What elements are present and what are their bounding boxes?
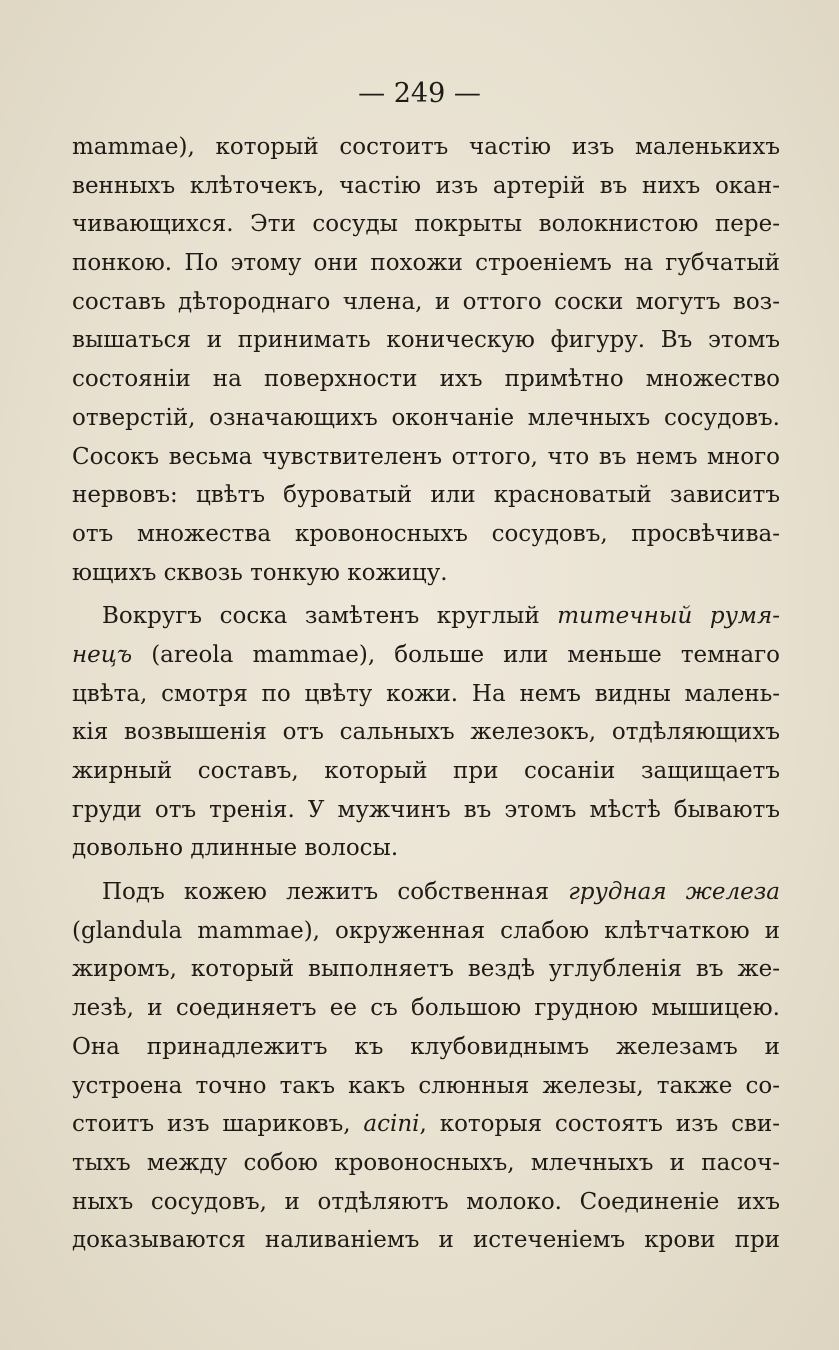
text-line [72, 167, 780, 206]
text-segment: (glandula mammae), окруженная слабою клѣтчаткою и [72, 917, 780, 944]
text-segment: Сосокъ весьма чувствителенъ оттого, что въ немъ много [72, 443, 780, 470]
text-segment: mammae), который состоитъ частію изъ маленькихъ [72, 134, 780, 160]
text-line [72, 1144, 780, 1183]
text-segment: стоитъ изъ шариковъ, [72, 1111, 364, 1138]
text-line [72, 128, 780, 167]
text-segment: венныхъ клѣточекъ, частію изъ артерій въ нихъ окан- [72, 172, 780, 199]
text-segment: ныхъ сосудовъ, и отдѣляютъ молоко. Соединеніе ихъ [72, 1188, 780, 1215]
text-line [72, 205, 780, 244]
text-segment: кія возвышенія отъ сальныхъ железокъ, отдѣляющихъ [72, 719, 780, 746]
text-line [72, 597, 780, 636]
text-line [72, 515, 780, 554]
text-segment: отверстій, означающихъ окончаніе млечныхъ сосудовъ. [72, 404, 780, 431]
text-segment: понкою. По этому они похожи строеніемъ на губчатый [72, 250, 780, 277]
text-line [72, 399, 780, 438]
italic-term: грудная железа [568, 879, 780, 906]
text-segment: вышаться и принимать коническую фигуру. Въ этомъ [72, 327, 780, 354]
text-segment: Она принадлежитъ къ клубовиднымъ железамъ и [72, 1033, 780, 1060]
text-segment: Подъ кожею лежитъ собственная [102, 879, 569, 906]
text-line [72, 554, 780, 593]
text-line [72, 283, 780, 322]
text-segment: тыхъ между собою кровоносныхъ, млечныхъ и пасоч- [72, 1149, 780, 1176]
text-line [72, 1067, 780, 1106]
text-line [72, 244, 780, 283]
text-segment: состояніи на поверхности ихъ примѣтно множество [72, 366, 780, 393]
text-segment: жиромъ, который выполняетъ вездѣ углубленія въ же- [72, 956, 780, 983]
text-line [72, 1105, 780, 1144]
text-line [72, 1221, 780, 1260]
text-line [72, 321, 780, 360]
text-segment: лезѣ, и соединяетъ ее съ большою грудною мышицею. [72, 995, 780, 1022]
italic-term: нецъ [72, 641, 133, 668]
text-line [72, 438, 780, 477]
text-segment: Вокругъ соска замѣтенъ круглый [102, 603, 558, 630]
text-segment: нервовъ: цвѣтъ буроватый или красноватый зависитъ [72, 482, 780, 509]
text-line [72, 1183, 780, 1222]
text-segment: ющихъ сквозь тонкую кожицу. [72, 559, 448, 586]
text-segment: довольно длинные волосы. [72, 835, 399, 862]
text-line [72, 713, 780, 752]
text-body [72, 128, 780, 1260]
text-line [72, 912, 780, 951]
text-segment: составъ дѣтороднаго члена, и оттого соски могутъ воз- [72, 288, 780, 315]
italic-term: титечный румя- [557, 603, 780, 630]
text-line [72, 752, 780, 791]
text-segment: чивающихся. Эти сосуды покрыты волокнистою пере- [72, 211, 780, 238]
text-line [72, 791, 780, 830]
text-line [72, 989, 780, 1028]
text-segment: доказываются наливаніемъ и истеченіемъ крови при [72, 1227, 780, 1254]
text-segment: , которыя состоятъ изъ сви- [419, 1111, 780, 1138]
text-segment: цвѣта, смотря по цвѣту кожи. На немъ видны малень- [72, 680, 780, 707]
text-segment: отъ множества кровоносныхъ сосудовъ, просвѣчива- [72, 520, 780, 547]
text-line [72, 1028, 780, 1067]
text-segment: устроена точно такъ какъ слюнныя железы, также со- [72, 1072, 780, 1099]
text-line [72, 476, 780, 515]
text-line [72, 829, 780, 868]
text-line [72, 675, 780, 714]
text-line [72, 950, 780, 989]
text-line [72, 873, 780, 912]
text-segment: груди отъ тренія. У мужчинъ въ этомъ мѣстѣ бываютъ [72, 796, 780, 823]
italic-term: acini [363, 1111, 420, 1138]
text-segment: (areola mammae), больше или меньше темнаго [132, 641, 780, 668]
page-number: — 249 — [358, 78, 481, 109]
text-line [72, 360, 780, 399]
text-line [72, 636, 780, 675]
text-segment: жирный составъ, который при сосаніи защищаетъ [72, 758, 780, 784]
